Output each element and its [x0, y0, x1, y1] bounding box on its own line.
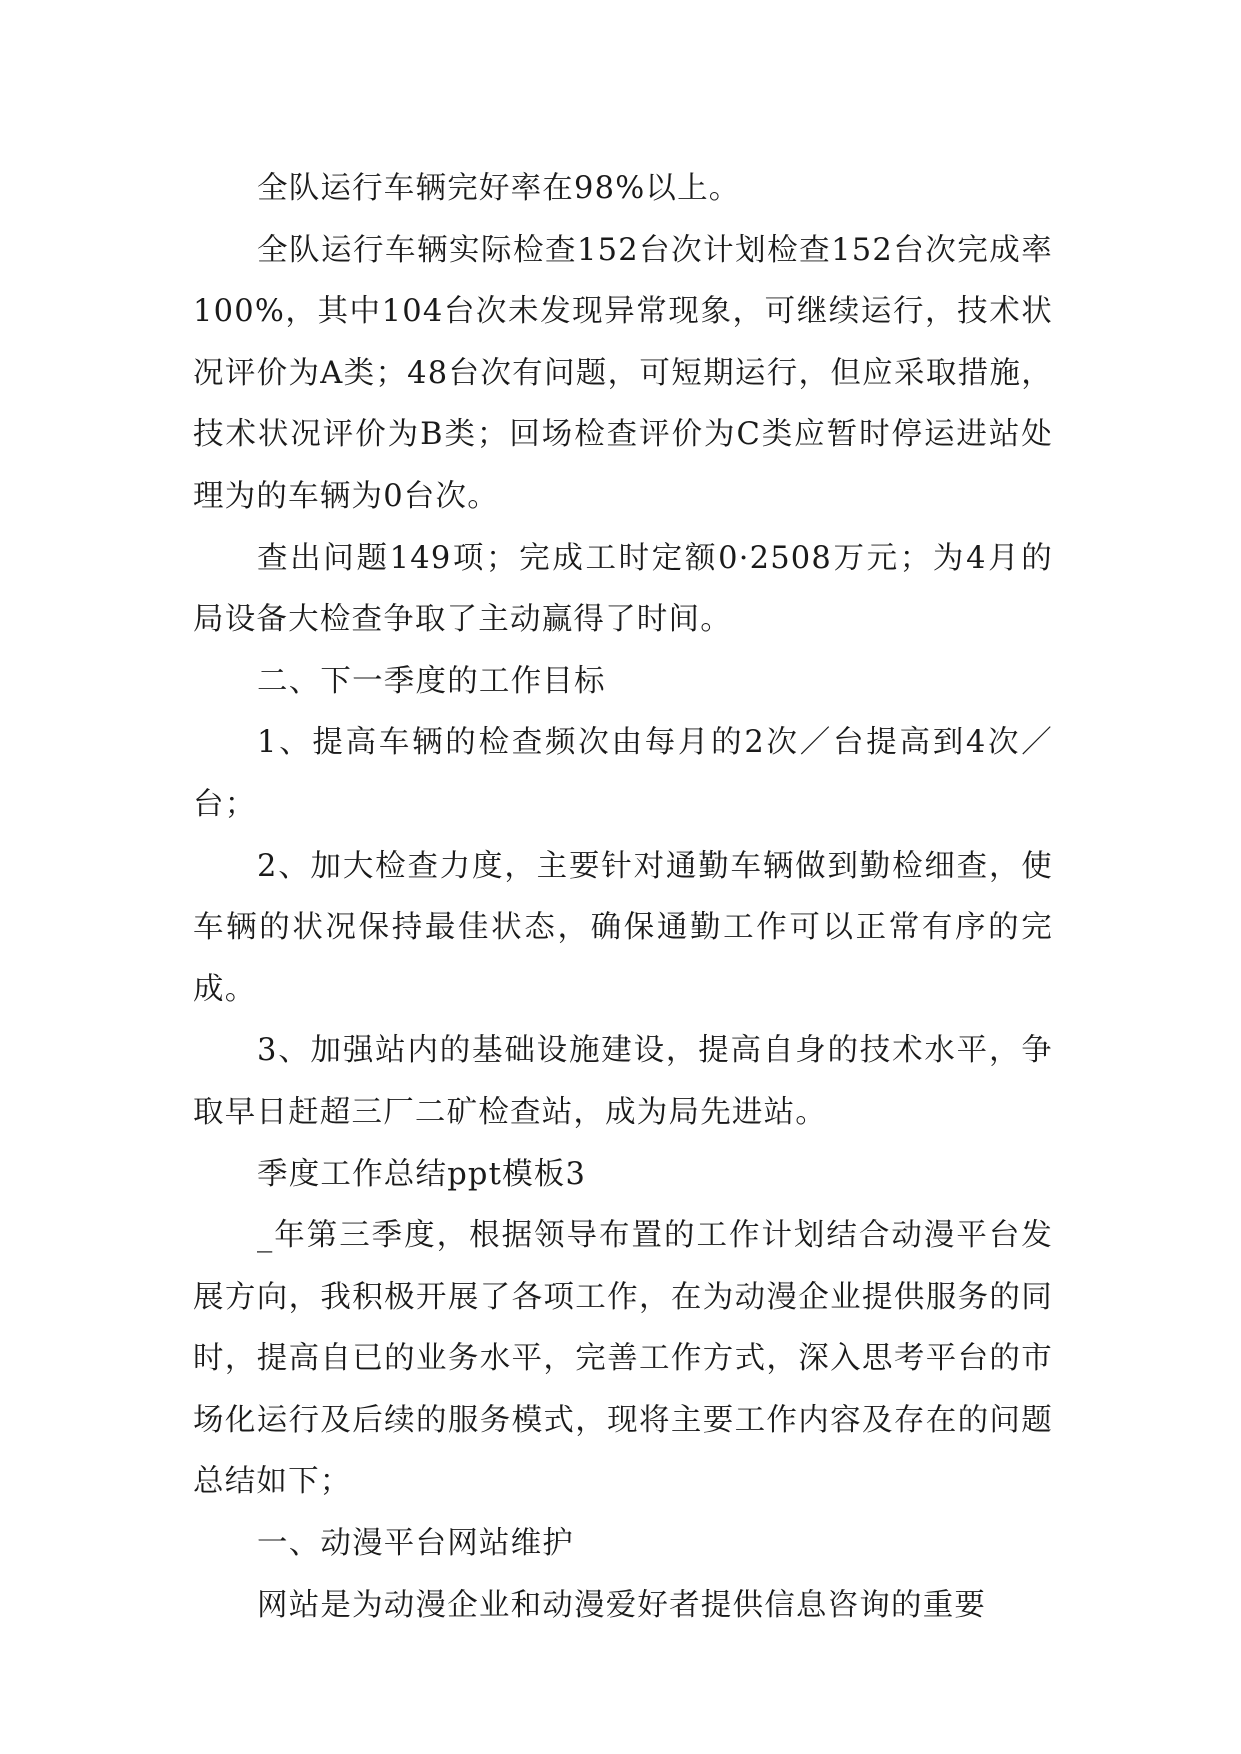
section-heading-next-quarter: 二、下一季度的工作目标 — [257, 663, 606, 699]
paragraph-website-intro: 网站是为动漫企业和动漫爱好者提供信息咨询的重要 — [257, 1587, 987, 1623]
paragraph-issues-found: 查出问题149项；完成工时定额0·2508万元；为4月的局设备大检查争取了主动赢得了时间。 — [193, 540, 1053, 638]
paragraph-q3-intro: _年第三季度，根据领导布置的工作计划结合动漫平台发展方向，我积极开展了各项工作，在为动漫企业提供服务的同时，提高自已的业务水平，完善工作方式，深入思考平台的市场化运行及后续的服务模式，现将主要工作内容及存在的问题总结如下； — [193, 1218, 1053, 1500]
list-item-goal-2: 2、加大检查力度，主要针对通勤车辆做到勤检细查，使车辆的状况保持最佳状态，确保通勤工作可以正常有序的完成。 — [193, 848, 1053, 1007]
list-item-goal-1: 1、提高车辆的检查频次由每月的2次／台提高到4次／台； — [193, 725, 1053, 822]
paragraph-inspection-stats: 全队运行车辆实际检查152台次计划检查152台次完成率100%，其中104台次未发现异常现象，可继续运行，技术状况评价为A类；48台次有问题，可短期运行，但应采取措施，技术状况评价为B类；回场检查评价为C类应暂时停运进站处理为的车辆为0台次。 — [193, 232, 1053, 514]
document-body — [193, 158, 1053, 1636]
section-heading-website-maintenance: 一、动漫平台网站维护 — [257, 1526, 574, 1562]
section-heading-template-3: 季度工作总结ppt模板3 — [257, 1156, 587, 1192]
list-item-goal-3: 3、加强站内的基础设施建设，提高自身的技术水平，争取早日赶超三厂二矿检查站，成为局先进站。 — [193, 1033, 1053, 1130]
paragraph-vehicle-rate: 全队运行车辆完好率在98%以上。 — [257, 171, 741, 206]
